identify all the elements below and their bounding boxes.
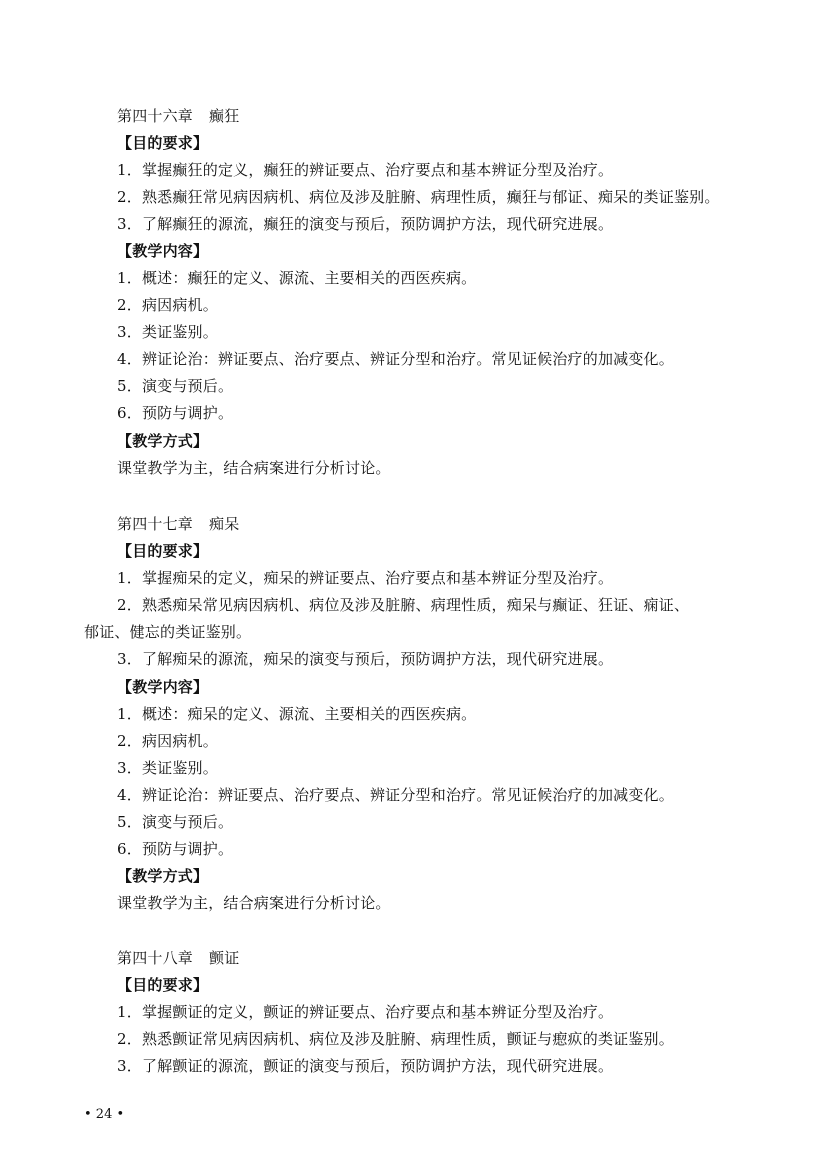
chapter-47-content-6: 6．预防与调护。 [117, 840, 234, 858]
chapter-48-goals-heading: 【目的要求】 [117, 976, 209, 994]
page-number: • 24 • [84, 1107, 125, 1122]
chapter-46-number: 第四十六章 [117, 107, 194, 125]
chapter-47-content-heading: 【教学内容】 [117, 678, 209, 696]
chapter-48-title [117, 948, 239, 968]
chapter-47-goal-2: 2．熟悉痴呆常见病因病机、病位及涉及脏腑、病理性质，痴呆与癫证、狂证、痫证、 [117, 596, 690, 614]
chapter-48-goal-1: 1．掌握颤证的定义，颤证的辨证要点、治疗要点和基本辨证分型及治疗。 [117, 1003, 614, 1021]
chapter-46-content-2: 2．病因病机。 [117, 296, 218, 314]
chapter-47-content-4: 4．辨证论治：辨证要点、治疗要点、辨证分型和治疗。常见证候治疗的加减变化。 [117, 786, 674, 804]
chapter-46-content-6: 6．预防与调护。 [117, 404, 234, 422]
chapter-47-content-1: 1．概述：痴呆的定义、源流、主要相关的西医疾病。 [117, 705, 477, 723]
chapter-46-goal-2: 2．熟悉癫狂常见病因病机、病位及涉及脏腑、病理性质，癫狂与郁证、痴呆的类证鉴别。 [117, 188, 720, 206]
chapter-47-goals-heading: 【目的要求】 [117, 542, 209, 560]
chapter-46-content-1: 1．概述：癫狂的定义、源流、主要相关的西医疾病。 [117, 269, 477, 287]
chapter-47-name: 痴呆 [209, 515, 240, 533]
chapter-46-content-5: 5．演变与预后。 [117, 377, 234, 395]
chapter-46-goal-3: 3．了解癫狂的源流，癫狂的演变与预后，预防调护方法，现代研究进展。 [117, 215, 614, 233]
chapter-48-number: 第四十八章 [117, 949, 194, 967]
chapter-47-goal-3: 3．了解痴呆的源流，痴呆的演变与预后，预防调护方法，现代研究进展。 [117, 650, 614, 668]
chapter-47-method: 课堂教学为主，结合病案进行分析讨论。 [117, 894, 391, 912]
chapter-47-content-2: 2．病因病机。 [117, 732, 218, 750]
chapter-47-title [117, 514, 239, 534]
chapter-47-goal-1: 1．掌握痴呆的定义，痴呆的辨证要点、治疗要点和基本辨证分型及治疗。 [117, 569, 614, 587]
chapter-46-method: 课堂教学为主，结合病案进行分析讨论。 [117, 459, 391, 477]
chapter-46-content-heading: 【教学内容】 [117, 242, 209, 260]
chapter-47-goal-2-continued: 郁证、健忘的类证鉴别。 [84, 623, 252, 641]
chapter-46-name: 癫狂 [209, 107, 240, 125]
chapter-47-content-3: 3．类证鉴别。 [117, 759, 218, 777]
chapter-47-method-heading: 【教学方式】 [117, 867, 209, 885]
chapter-47-number: 第四十七章 [117, 515, 194, 533]
chapter-46-title [117, 106, 239, 126]
chapter-48-goal-2: 2．熟悉颤证常见病因病机、病位及涉及脏腑、病理性质，颤证与瘛疭的类证鉴别。 [117, 1030, 674, 1048]
chapter-46-goal-1: 1．掌握癫狂的定义，癫狂的辨证要点、治疗要点和基本辨证分型及治疗。 [117, 161, 614, 179]
chapter-47-content-5: 5．演变与预后。 [117, 813, 234, 831]
chapter-46-content-4: 4．辨证论治：辨证要点、治疗要点、辨证分型和治疗。常见证候治疗的加减变化。 [117, 350, 674, 368]
chapter-46-goals-heading: 【目的要求】 [117, 134, 209, 152]
chapter-48-name: 颤证 [209, 949, 240, 967]
chapter-48-goal-3: 3．了解颤证的源流，颤证的演变与预后，预防调护方法，现代研究进展。 [117, 1057, 614, 1075]
chapter-46-method-heading: 【教学方式】 [117, 432, 209, 450]
chapter-46-content-3: 3．类证鉴别。 [117, 323, 218, 341]
